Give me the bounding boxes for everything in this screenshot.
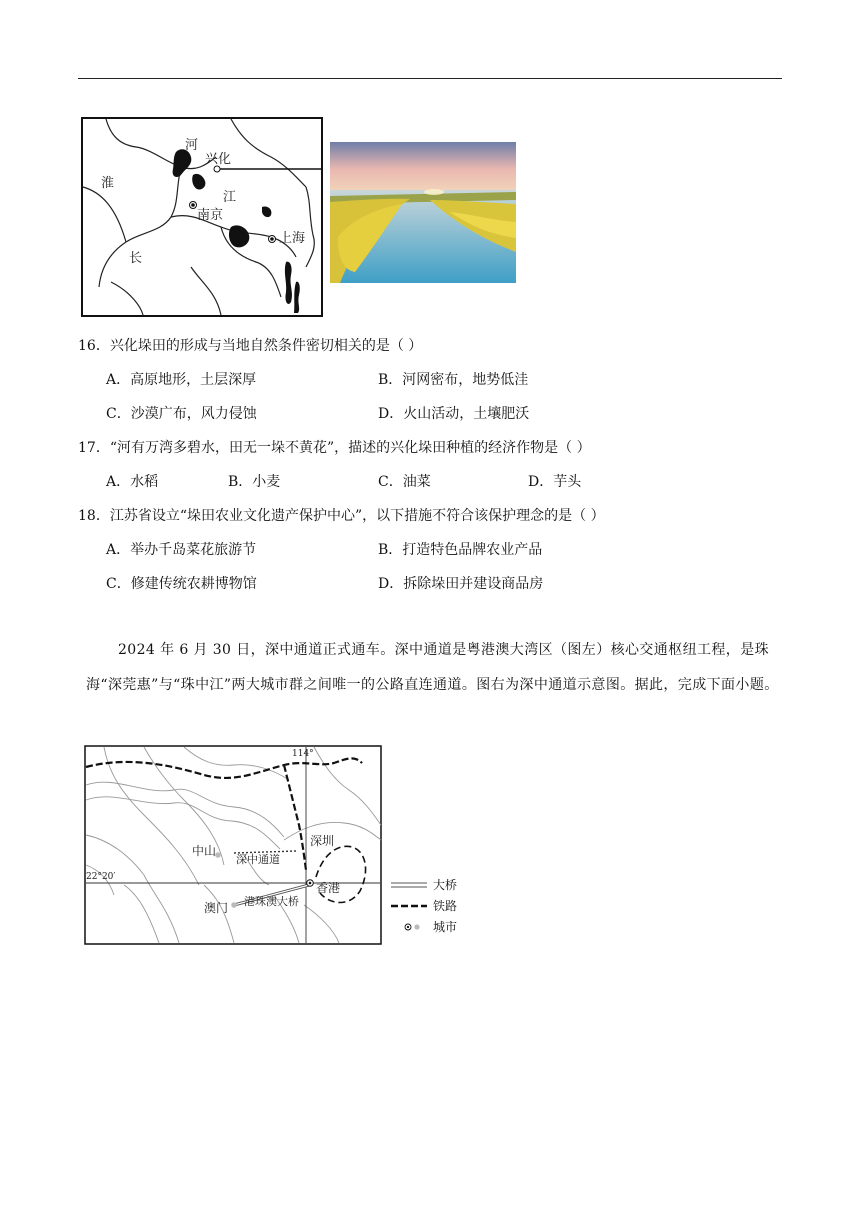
map2-label-hzmb: 港珠澳大桥 bbox=[244, 895, 299, 908]
rapeseed-field-photo bbox=[330, 142, 516, 283]
legend-city-label: 城市 bbox=[433, 920, 458, 934]
question-17: 17．“河有万湾多碧水，田无一垛不黄花”，描述的兴化垛田种植的经济作物是（ ） bbox=[78, 440, 591, 456]
legend-railway-label: 铁路 bbox=[433, 899, 458, 913]
jiangsu-map bbox=[81, 117, 323, 317]
question-18-option-b[interactable]: B．打造特色品牌农业产品 bbox=[378, 542, 543, 558]
question-18-option-c[interactable]: C．修建传统农耕博物馆 bbox=[106, 576, 257, 592]
map1-label-jiang: 江 bbox=[223, 190, 237, 205]
question-17-option-d[interactable]: D．芋头 bbox=[528, 474, 582, 490]
map2-label-macau: 澳门 bbox=[204, 901, 229, 915]
question-16-option-a[interactable]: A．高原地形，土层深厚 bbox=[106, 372, 257, 388]
shenzhong-link-map bbox=[84, 745, 382, 945]
map1-label-chang: 长 bbox=[129, 251, 143, 266]
map1-label-xinghua: 兴化 bbox=[205, 152, 232, 167]
map1-label-shanghai: 上海 bbox=[279, 231, 306, 246]
longitude-label: 114° bbox=[292, 749, 314, 759]
question-17-option-c[interactable]: C．油菜 bbox=[378, 474, 431, 490]
map2-label-shenzhen: 深圳 bbox=[310, 834, 335, 848]
header-rule bbox=[78, 78, 782, 79]
question-16-option-b[interactable]: B．河网密布，地势低洼 bbox=[378, 372, 529, 388]
question-18: 18．江苏省设立“垛田农业文化遗产保护中心”，以下措施不符合该保护理念的是（ ） bbox=[78, 508, 605, 524]
city-legend-icon bbox=[404, 922, 424, 932]
map2-label-shenzhong-link: 深中通道 bbox=[236, 853, 280, 866]
question-16: 16．兴化垛田的形成与当地自然条件密切相关的是（ ） bbox=[78, 338, 423, 354]
question-16-option-c[interactable]: C．沙漠广布，风力侵蚀 bbox=[106, 406, 257, 422]
map2-label-zhongshan: 中山 bbox=[192, 844, 217, 858]
passage-paragraph: 2024 年 6 月 30 日，深中通道正式通车。深中通道是粤港澳大湾区（图左）核心交通枢纽工程，是珠海“深莞惠”与“珠中江”两大城市群之间唯一的公路直连通道。图右为深中通道示意图。据此，完成下面小题。 bbox=[86, 642, 779, 693]
latitude-label: 22°20′ bbox=[86, 872, 116, 882]
bridge-legend-icon bbox=[391, 880, 427, 890]
map1-label-nanjing: 南京 bbox=[197, 208, 224, 223]
question-17-option-b[interactable]: B．小麦 bbox=[228, 474, 281, 490]
question-16-option-d[interactable]: D．火山活动，土壤肥沃 bbox=[378, 406, 530, 422]
question-18-option-d[interactable]: D．拆除垛田并建设商品房 bbox=[378, 576, 544, 592]
question-17-option-a[interactable]: A．水稻 bbox=[106, 474, 159, 490]
map1-label-huai: 淮 bbox=[101, 176, 115, 191]
railway-legend-icon bbox=[391, 901, 427, 911]
map1-label-he: 河 bbox=[185, 138, 199, 153]
question-18-option-a[interactable]: A．举办千岛菜花旅游节 bbox=[106, 542, 257, 558]
legend-bridge-label: 大桥 bbox=[433, 878, 458, 892]
map2-label-hongkong: 香港 bbox=[316, 881, 341, 895]
